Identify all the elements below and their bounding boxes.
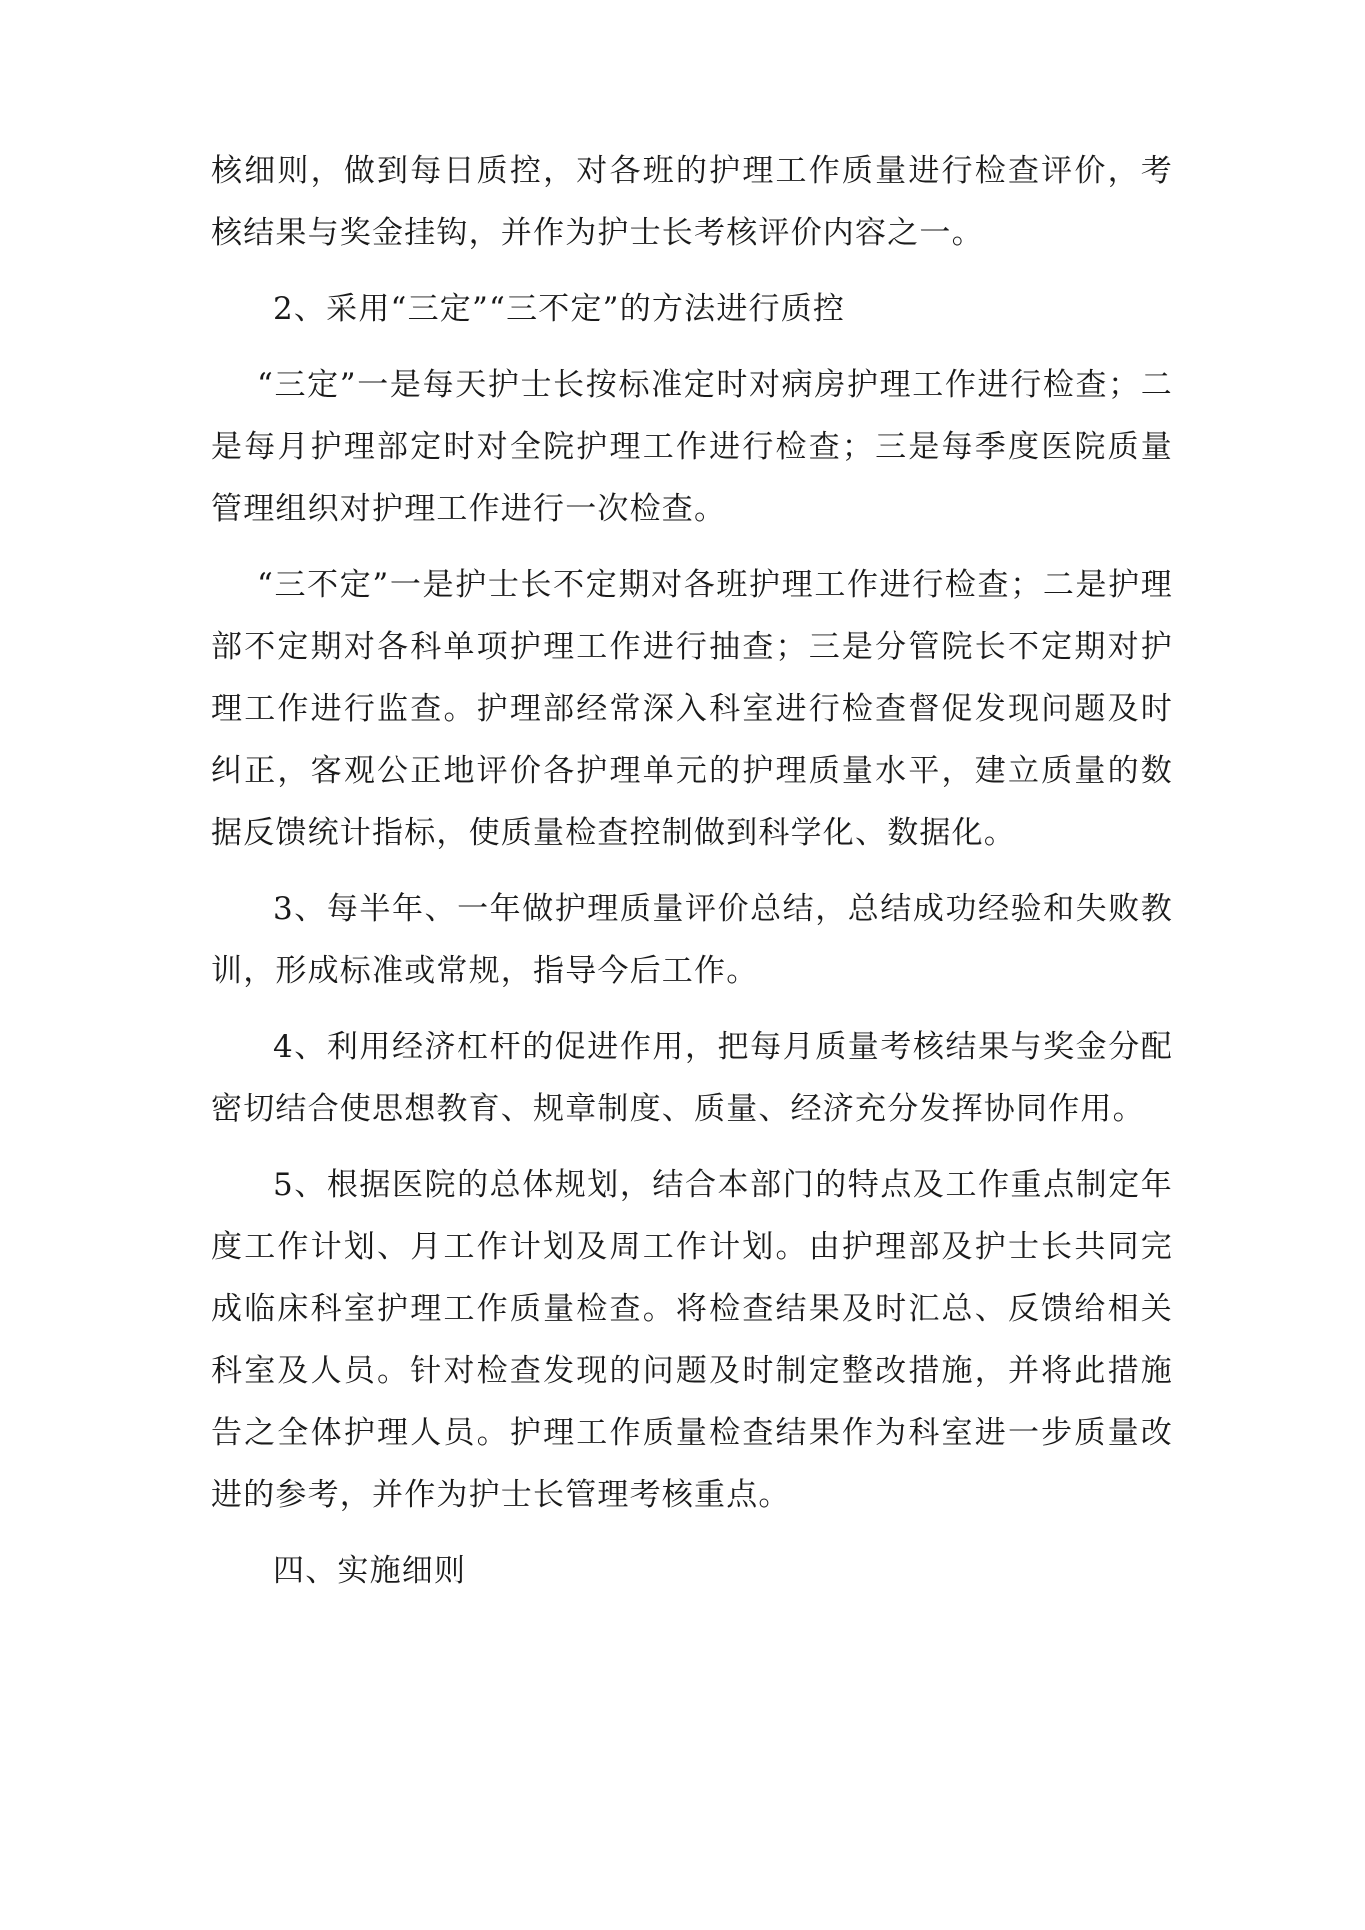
paragraph-three-fixed: “三定”一是每天护士长按标准定时对病房护理工作进行检查；二是每月护理部定时对全院护理工作进行检查；三是每季度医院质量管理组织对护理工作进行一次检查。 [211, 367, 1173, 527]
paragraph-item-3: 3、每半年、一年做护理质量评价总结，总结成功经验和失败教训，形成标准或常规，指导今后工作。 [211, 891, 1173, 989]
paragraph-item-5: 5、根据医院的总体规划，结合本部门的特点及工作重点制定年度工作计划、月工作计划及周工作计划。由护理部及护士长共同完成临床科室护理工作质量检查。将检查结果及时汇总、反馈给相关科室及人员。针对检查发现的问题及时制定整改措施，并将此措施告之全体护理人员。护理工作质量检查结果作为科室进一步质量改进的参考，并作为护士长管理考核重点。 [211, 1167, 1173, 1513]
paragraph-item-2-heading: 2、采用“三定”“三不定”的方法进行质控 [273, 291, 846, 327]
paragraph-three-unfixed: “三不定”一是护士长不定期对各班护理工作进行检查；二是护理部不定期对各科单项护理工作进行抽查；三是分管院长不定期对护理工作进行监查。护理部经常深入科室进行检查督促发现问题及时纠正，客观公正地评价各护理单元的护理质量水平，建立质量的数据反馈统计指标，使质量检查控制做到科学化、数据化。 [211, 567, 1173, 851]
paragraph-item-4: 4、利用经济杠杆的促进作用，把每月质量考核结果与奖金分配密切结合使思想教育、规章制度、质量、经济充分发挥协同作用。 [211, 1029, 1173, 1127]
document-body [211, 140, 1173, 1616]
paragraph-continuation: 核细则，做到每日质控，对各班的护理工作质量进行检查评价，考核结果与奖金挂钩，并作为护士长考核评价内容之一。 [211, 153, 1173, 251]
section-heading-implementation: 四、实施细则 [273, 1553, 467, 1589]
